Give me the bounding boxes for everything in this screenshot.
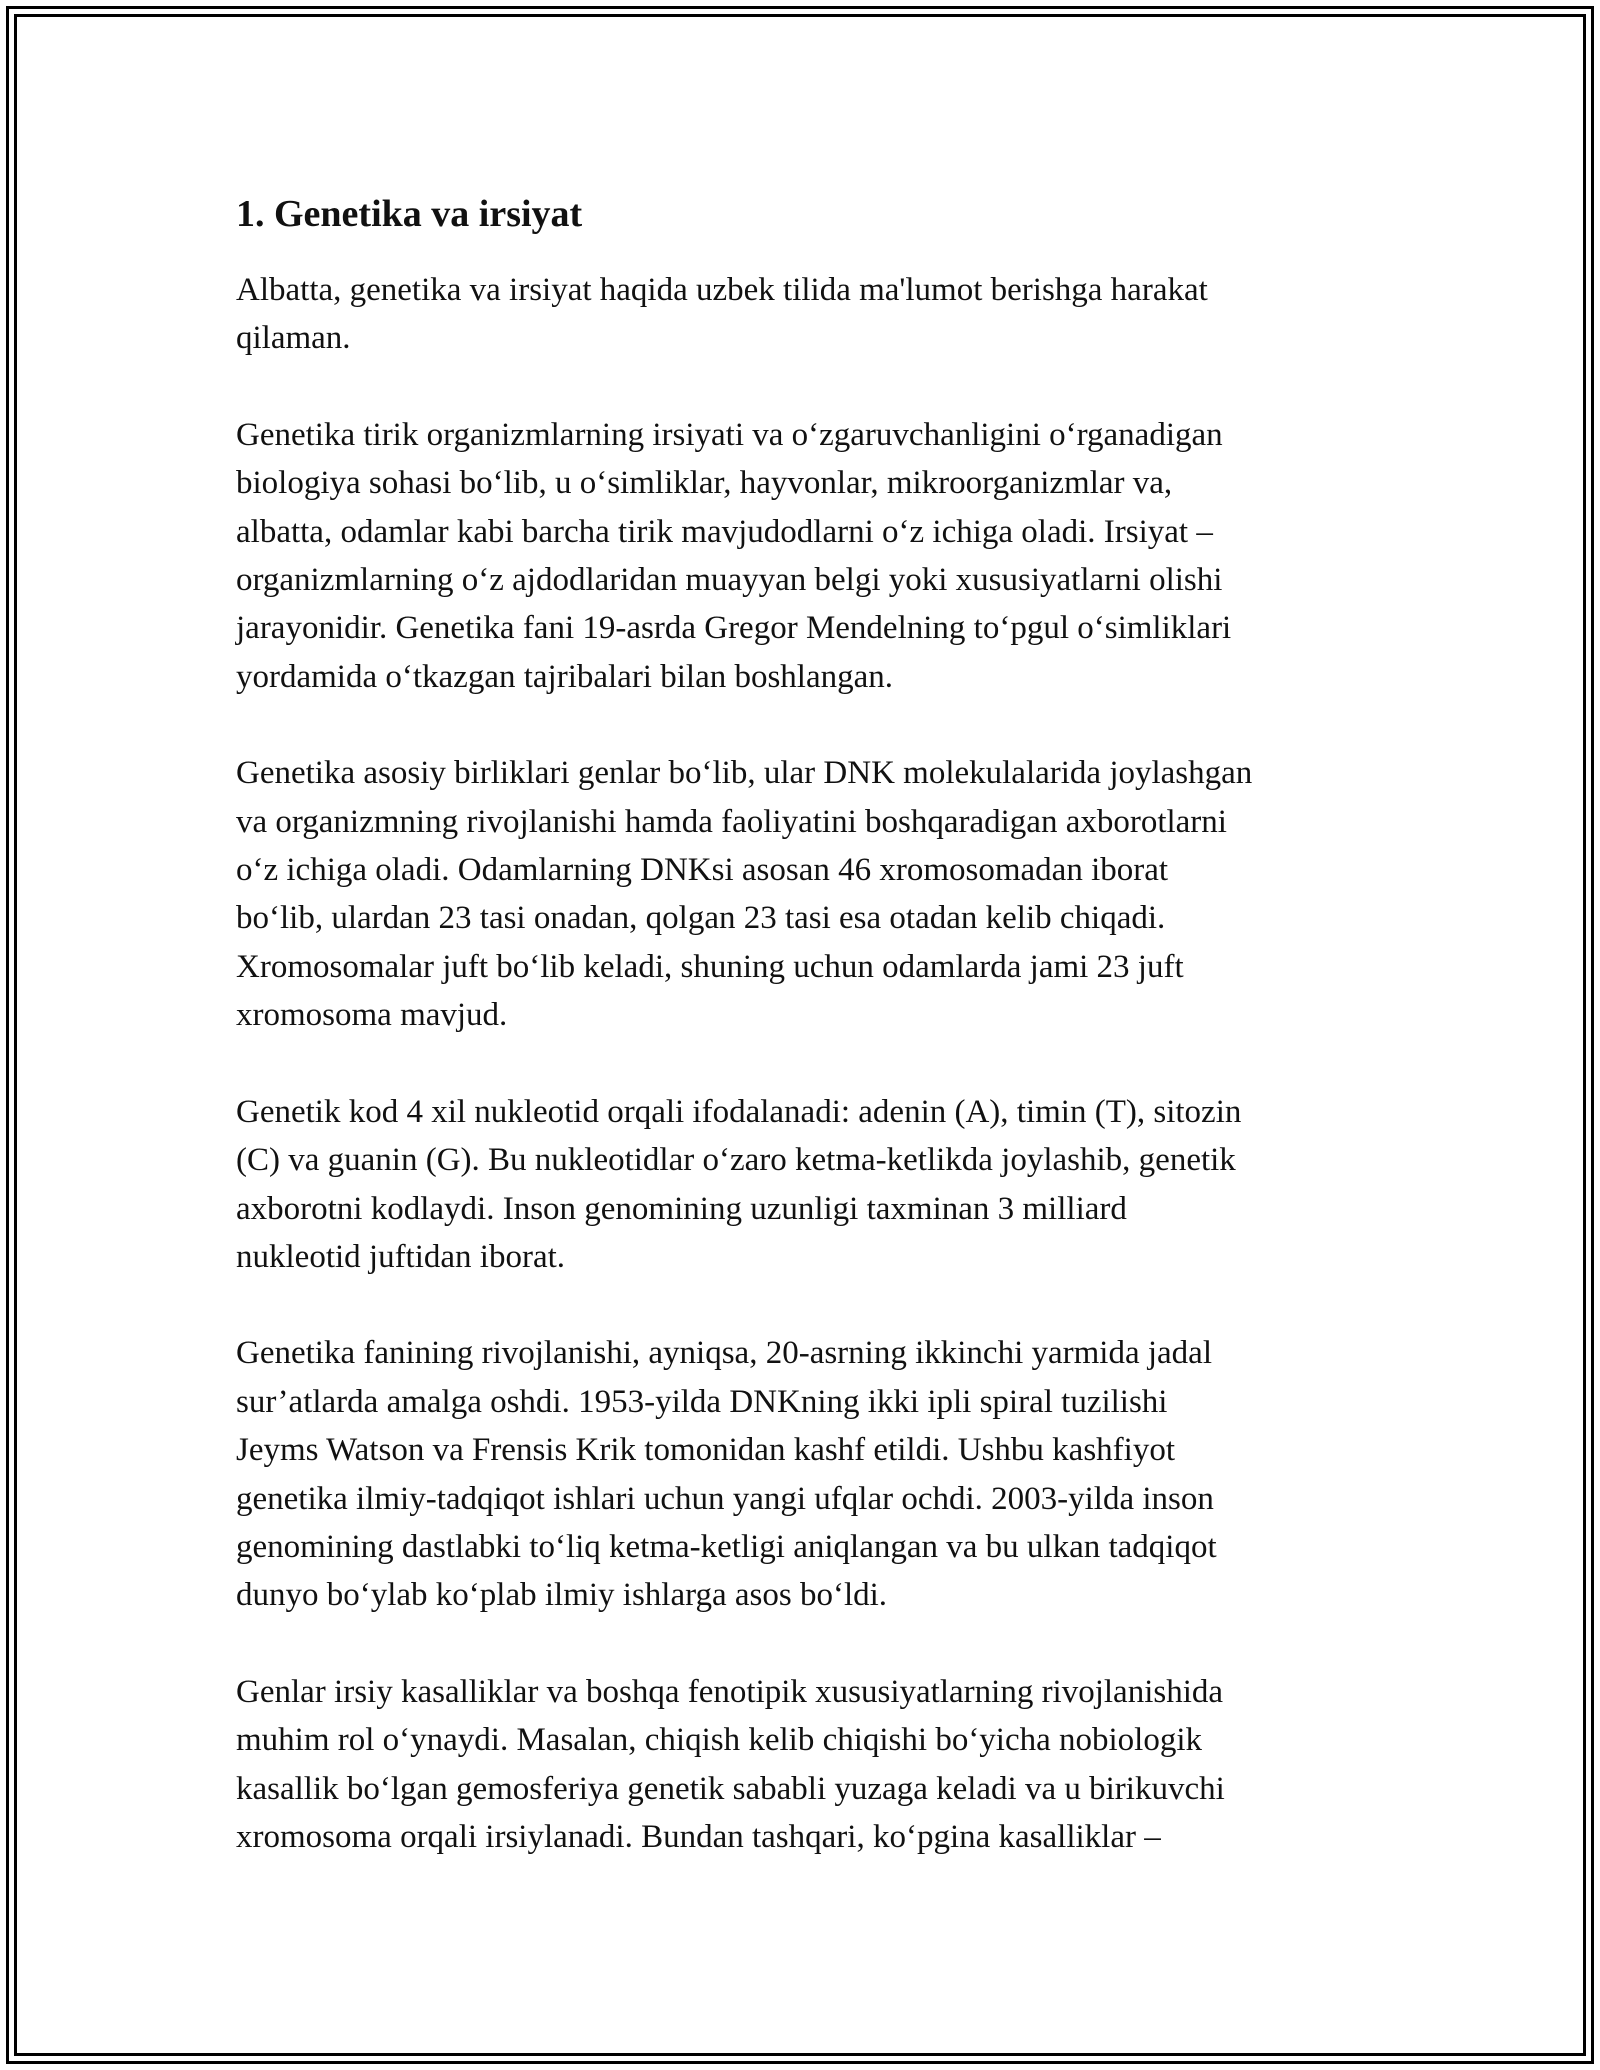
section-heading: 1. Genetika va irsiyat xyxy=(236,193,583,235)
paragraph-diseases: Genlar irsiy kasalliklar va boshqa fenotipik xususiyatlarning rivojlanishida muhim rol o‘ynaydi. Masalan, chiqish kelib chiqishi bo‘yicha nobiologik kasallik bo‘lgan gemosferiya genetik sababli yuzaga keladi va u birikuvchi xromosoma orqali irsiylanadi. Bundan tashqari, ko‘pgina kasalliklar – xyxy=(236,1673,1225,1855)
paragraph-genes-dna: Genetika asosiy birliklari genlar bo‘lib, ular DNK molekulalarida joylashgan va organizmning rivojlanishi hamda faoliyatini boshqaradigan axborotlarni o‘z ichiga oladi. Odamlarning DNKsi asosan 46 xromosomadan iborat bo‘lib, ulardan 23 tasi onadan, qolgan 23 tasi esa otadan kelib chiqadi. Xromosomalar juft bo‘lib keladi, shuning uchun odamlarda jami 23 juft xromosoma mavjud. xyxy=(236,755,1253,1034)
paragraph-genetics-definition: Genetika tirik organizmlarning irsiyati va o‘zgaruvchanligini o‘rganadigan biologiya sohasi bo‘lib, u o‘simliklar, hayvonlar, mikroorganizmlar va, albatta, odamlar kabi barcha tirik mavjudodlarni o‘z ichiga oladi. Irsiyat – organizmlarning o‘z ajdodlaridan muayyan belgi yoki xususiyatlarni olishi jarayonidir. Genetika fani 19-asrda Gregor Mendelning to‘pgul o‘simliklari yordamida o‘tkazgan tajribalari bilan boshlangan. xyxy=(236,416,1232,695)
document-body xyxy=(236,186,1376,1909)
paragraph-genetic-code: Genetik kod 4 xil nukleotid orqali ifodalanadi: adenin (A), timin (T), sitozin (C) va guanin (G). Bu nukleotidlar o‘zaro ketma-ketlikda joylashib, genetik axborotni kodlaydi. Inson genomining uzunligi taxminan 3 milliard nukleotid juftidan iborat. xyxy=(236,1093,1242,1275)
paragraph-intro: Albatta, genetika va irsiyat haqida uzbek tilida ma'lumot berishga harakat qilaman. xyxy=(236,272,1208,357)
paragraph-history: Genetika fanining rivojlanishi, ayniqsa, 20-asrning ikkinchi yarmida jadal sur’atlarda amalga oshdi. 1953-yilda DNKning ikki ipli spiral tuzilishi Jeyms Watson va Frensis Krik tomonidan kashf etildi. Ushbu kashfiyot genetika ilmiy-tadqiqot ishlari uchun yangi ufqlar ochdi. 2003-yilda inson genomining dastlabki to‘liq ketma-ketligi aniqlangan va bu ulkan tadqiqot dunyo bo‘ylab ko‘plab ilmiy ishlarga asos bo‘ldi. xyxy=(236,1335,1217,1614)
